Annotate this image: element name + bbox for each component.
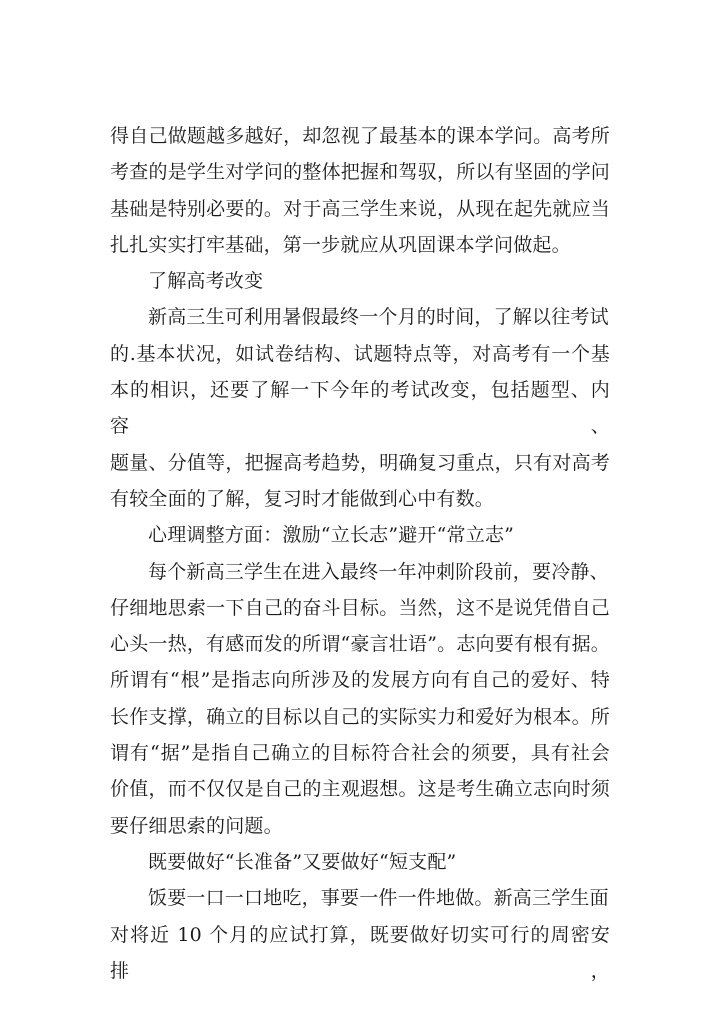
heading-long-short-planning: [110, 844, 610, 880]
text-line: 得自己做题越多越好，却忽视了最基本的课本学问。高考所: [110, 125, 610, 147]
section-heading: 心理调整方面：激励“立长志”避开“常立志”: [148, 524, 515, 547]
paragraph-mental-adjustment: [110, 554, 610, 844]
text-line: 要仔细思索的问题。: [110, 814, 283, 837]
text-line: 心头一热，有感而发的所谓“豪言壮语”。志向要有根有据。: [110, 633, 610, 656]
document-page: [110, 118, 610, 989]
section-heading: 了解高考改变: [148, 270, 264, 293]
text-line: 仔细地思索一下自己的奋斗目标。当然，这不是说凭借自己: [110, 596, 610, 619]
text-line: 扎扎实实打牢基础，第一步就应从巩固课本学问做起。: [110, 233, 571, 256]
paragraph-long-short-planning: [110, 880, 610, 989]
text-line: 基础是特别必要的。对于高三学生来说，从现在起先就应当: [110, 197, 610, 220]
text-line: 本的相识，还要了解一下今年的考试改变，包括题型、内容、: [110, 379, 610, 438]
text-line: 饭要一口一口地吃，事要一件一件地做。新高三学生面: [148, 887, 609, 910]
text-line: 对将近 10 个月的应试打算，既要做好切实可行的周密安排，: [110, 923, 610, 982]
heading-understand-changes: [110, 263, 610, 299]
text-line: 新高三生可利用暑假最终一个月的时间，了解以往考试: [148, 306, 609, 329]
paragraph-foundation: [110, 118, 610, 263]
text-line: 每个新高三学生在进入最终一年冲刺阶段前，要冷静、: [148, 560, 609, 583]
text-line: 题量、分值等，把握高考趋势，明确复习重点，只有对高考: [110, 451, 610, 474]
paragraph-understand-changes: [110, 299, 610, 517]
text-line: 考查的是学生对学问的整体把握和驾驭，所以有坚固的学问: [110, 161, 610, 184]
heading-mental-adjustment: [110, 517, 610, 553]
text-line: 谓有“据”是指自己确立的目标符合社会的须要，具有社会: [110, 742, 610, 765]
text-line: 长作支撑，确立的目标以自己的实际实力和爱好为根本。所: [110, 705, 610, 728]
text-line: 价值，而不仅仅是自己的主观遐想。这是考生确立志向时须: [110, 778, 610, 801]
text-line: 所谓有“根”是指志向所涉及的发展方向有自己的爱好、特: [110, 669, 610, 692]
section-heading: 既要做好“长准备”又要做好“短支配”: [148, 850, 457, 873]
text-line: 的.基本状况，如试卷结构、试题特点等，对高考有一个基: [110, 342, 610, 365]
text-line: 有较全面的了解，复习时才能做到心中有数。: [110, 487, 495, 510]
